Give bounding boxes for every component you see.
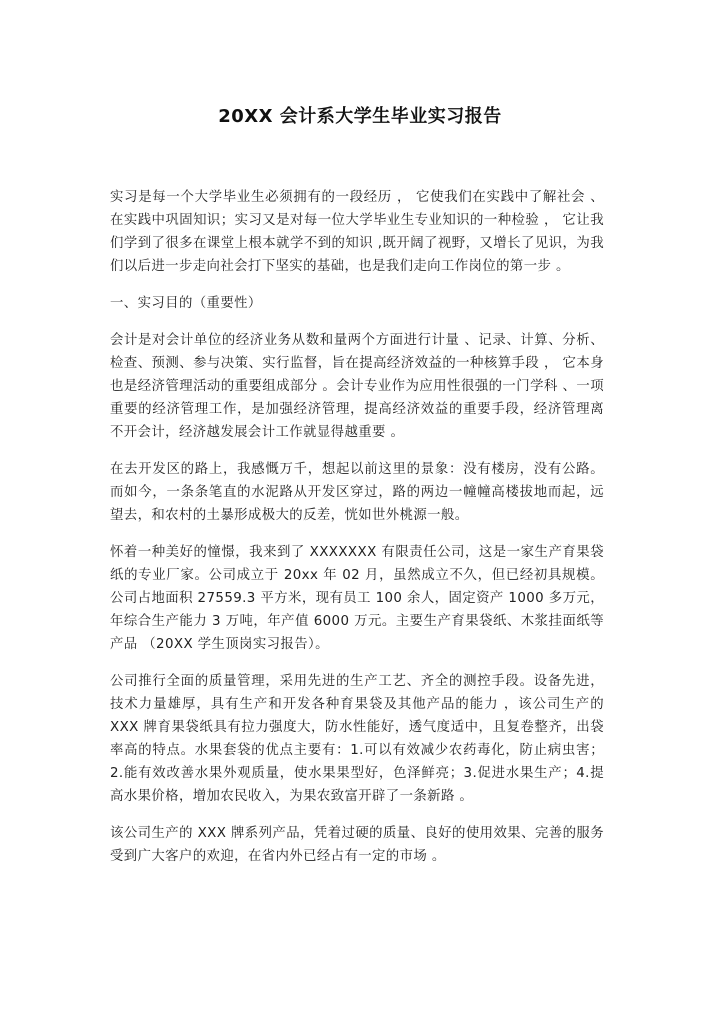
section-heading-purpose: 一、实习目的（重要性） bbox=[110, 296, 262, 311]
paragraph-quality-management: 公司推行全面的质量管理，采用先进的生产工艺、齐全的测控手段。设备先进，技术力量雄厚，具有生产和开发各种育果袋及其他产品的能力 ，该公司生产的 XXX 牌育果袋纸具有拉力强度大，防水性能好，透气度适中，且复卷整齐，出袋率高的特点。水果套袋的优点主要有：1.可以有效减少农药毒化，防止病虫害；2.能有效改善水果外观质量，使水果果型好，色泽鲜亮；3.促进水果生产；4.提高水果价格，增加农民收入，为果农致富开辟了一条新路 。 bbox=[110, 674, 604, 804]
paragraph-market: 该公司生产的 XXX 牌系列产品，凭着过硬的质量、良好的使用效果、完善的服务受到广大客户的欢迎，在省内外已经占有一定的市场 。 bbox=[110, 826, 604, 864]
document-body bbox=[110, 186, 604, 882]
paragraph-development-zone: 在去开发区的路上，我感慨万千，想起以前这里的景象：没有楼房，没有公路。而如今，一条条笔直的水泥路从开发区穿过，路的两边一幢幢高楼拔地而起，远望去，和农村的土暴形成极大的反差，恍如世外桃源一般。 bbox=[110, 462, 604, 523]
intro-paragraph: 实习是每一个大学毕业生必须拥有的一段经历 ， 它使我们在实践中了解社会 、在实践中巩固知识；实习又是对每一位大学毕业生专业知识的一种检验 ， 它让我们学到了很多在课堂上根本就学不到的知识 ,既开阔了视野，又增长了见识，为我们以后进一步走向社会打下坚实的基础，也是我们走向工作岗位的第一步 。 bbox=[110, 190, 604, 274]
document-title: 20XX 会计系大学生毕业实习报告 bbox=[218, 106, 502, 127]
paragraph-accounting-importance: 会计是对会计单位的经济业务从数和量两个方面进行计量 、记录、计算、分析、检查、预测、参与决策、实行监督，旨在提高经济效益的一种核算手段 ， 它本身也是经济管理活动的重要组成部分 。会计专业作为应用性很强的一门学科 、一项重要的经济管理工作，是加强经济管理，提高经济效益的重要手段，经济管理离不开会计，经济越发展会计工作就显得越重要 。 bbox=[110, 333, 604, 440]
paragraph-company-intro: 怀着一种美好的憧憬，我来到了 XXXXXXX 有限责任公司，这是一家生产育果袋纸的专业厂家。公司成立于 20xx 年 02 月，虽然成立不久，但已经初具规模。公司占地面积 27559.3 平方米，现有员工 100 余人，固定资产 1000 多万元，年综合生产能力 3 万吨，年产值 6000 万元。主要生产育果袋纸、木浆挂面纸等产品 （20XX 学生顶岗实习报告）。 bbox=[110, 545, 604, 652]
